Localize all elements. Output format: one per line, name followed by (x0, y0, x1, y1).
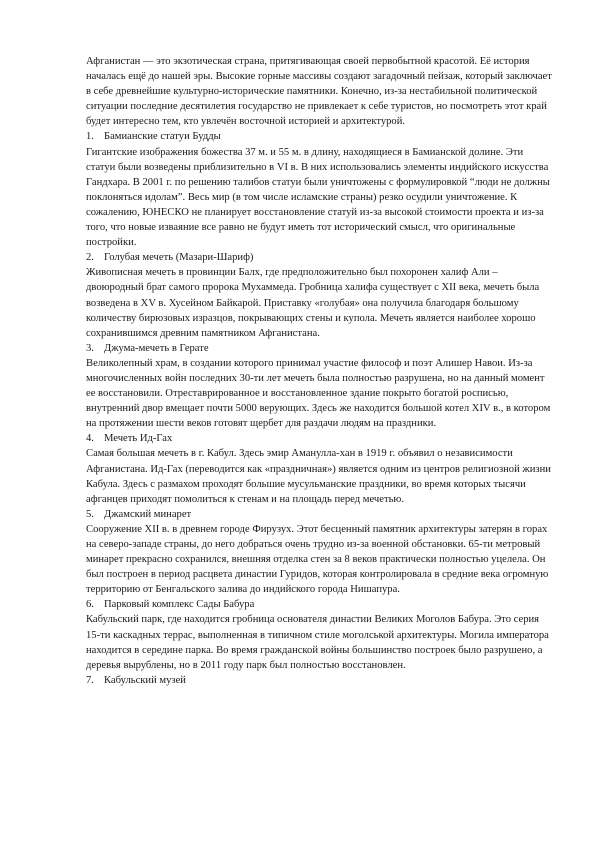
list-item-6 (86, 597, 554, 612)
list-item-1 (86, 129, 554, 144)
list-item-5 (86, 507, 554, 522)
document-page (86, 54, 554, 688)
section-paragraph-3: Великолепный храм, в создании которого принимал участие философ и поэт Алишер Навои. Из-за многочисленных войн последних 30-ти лет мечеть была полностью разрушена, но на данный момент ее восстановили. Отреставрированное и восстановленное здание покрыто богатой росписью, внутренний двор вмещает почти 5000 верующих. Здесь же находится большой котел XIV в., в котором на протяжении шести веков готовят щербет для раздачи людям на праздники. (86, 357, 551, 430)
section-paragraph-6: Кабульский парк, где находится гробница основателя династии Великих Моголов Бабура. Это серия 15-ти каскадных террас, выполненная в типичном стиле моголськой архитектуры. Могила императора находится в середине парка. Во время гражданской войны большинство построек было разрушено, а деревья вырублены, но в 2011 году парк был полностью восстановлен. (86, 614, 549, 671)
item-title: Мечеть Ид-Гах (104, 433, 173, 445)
list-item-4 (86, 431, 554, 446)
section-paragraph-2: Живописная мечеть в провинции Балх, где предположительно был похоронен халиф Али – двоюродный брат самого пророка Мухаммеда. Гробница халифа существует с XII века, мечеть была возведена в XV в. Хусейном Байкарой. Приставку «голубая» она получила благодаря большому количеству бирюзовых изразцов, покрывающих стены и купола. Мечеть является наиболее хорошо сохранившимся древним памятником Афганистана. (86, 267, 540, 339)
item-number: 6. (86, 599, 94, 611)
item-title: Голубая мечеть (Мазари-Шариф) (104, 252, 254, 264)
item-number: 7. (86, 674, 94, 686)
item-number: 5. (86, 508, 94, 520)
item-title: Джамский минарет (104, 508, 192, 520)
item-title: Кабульский музей (104, 674, 186, 686)
section-paragraph-1: Гигантские изображения божества 37 м. и 55 м. в длину, находящиеся в Бамианской долине. Эти статуи были возведены приблизительно в VI в. В них использовались элементы индийского искусства Гандхара. В 2001 г. по решению талибов статуи были уничтожены с формулировкой “люди не должны поклоняться идолам”. Весь мир (в том числе исламские страны) резко осудили уничтожение. К сожалению, ЮНЕСКО не планирует восстановление статуй из-за высокой стоимости проекта и из-за того, что новые изваяние все равно не будут иметь тот исторический смысл, что оригинальные постройки. (86, 146, 550, 249)
item-number: 1. (86, 131, 94, 143)
item-title: Парковый комплекс Сады Бабура (104, 599, 255, 611)
item-number: 2. (86, 252, 94, 264)
item-title: Джума-мечеть в Герате (104, 342, 209, 354)
section-paragraph-5: Сооружение XII в. в древнем городе Фирузух. Этот бесценный памятник архитектуры затерян в горах на северо-западе страны, до него добраться очень трудно из-за военной обстановки. 65-ти метровый минарет прекрасно сохранился, внешняя отделка стен за 8 веков практически полностью уцелела. Он был построен в период расцвета династии Гуридов, которая контролировала в средние века огромную территорию от Бенгальского залива до индийского города Нишапура. (86, 523, 549, 596)
item-number: 4. (86, 433, 94, 445)
intro-paragraph: Афганистан — это экзотическая страна, притягивающая своей первобытной красотой. Её история началась ещё до нашей эры. Высокие горные массивы создают загадочный пейзаж, который заключает в себе древнейшие культурно-исторические памятники. Конечно, из-за нестабильной политической ситуации последние десятилетия государство не привлекает к себе туристов, но посмотреть этот край будет интересно тем, кто увлечён восточной историей и архитектурой. (86, 56, 552, 128)
item-number: 3. (86, 342, 94, 354)
list-item-2 (86, 250, 554, 265)
section-paragraph-4: Самая большая мечеть в г. Кабул. Здесь эмир Аманулла-хан в 1919 г. объявил о независимости Афганистана. Ид-Гах (переводится как «праздничная») является одним из центров религиозной жизни Кабула. Здесь с размахом проходят большие мусульманские праздники, во время которых тысячи афганцев приходят помолиться к стенам и на площадь перед мечетью. (86, 448, 551, 505)
list-item-3 (86, 341, 554, 356)
list-item-7 (86, 673, 554, 688)
item-title: Бамианские статуи Будды (104, 131, 221, 143)
